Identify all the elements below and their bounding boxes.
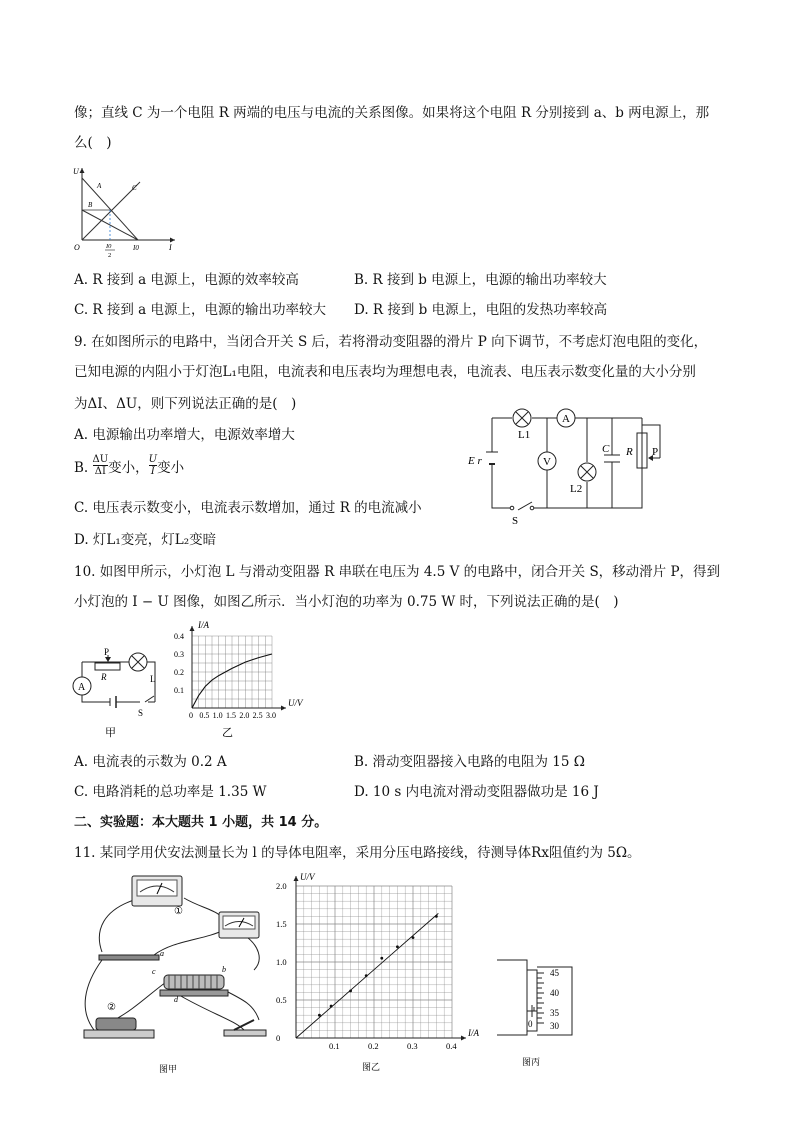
data-point (380, 957, 383, 960)
y-tick-label: 2.0 (276, 881, 287, 891)
svg-text:A: A (562, 413, 570, 425)
q9-stem-line2: 已知电源的内阻小于灯泡L₁电阻，电流表和电压表均为理想电表，电流表、电压表示数变化量的大小分别 (74, 364, 696, 380)
label-s: S (138, 708, 144, 718)
x-tick-label: 2.5 (252, 711, 263, 720)
y-tick-label: 0.2 (174, 668, 184, 677)
q10-option-c: C. 电路消耗的总功率是 1.35 W (74, 784, 267, 800)
x-tick-label: 0.4 (446, 1041, 457, 1051)
x-tick-label: 3.0 (266, 711, 276, 720)
y-tick-label: 0.1 (174, 686, 184, 695)
y-axis-label: U/V (300, 872, 315, 882)
u-axis-label: U (73, 167, 79, 176)
q8-stem-line2: 么( ) (74, 135, 112, 151)
data-point (396, 945, 399, 948)
label-r: R (626, 446, 633, 458)
y-tick-label: 0.4 (174, 632, 184, 641)
scale-40: 40 (550, 988, 559, 998)
fig-bing-caption: 图丙 (522, 1057, 541, 1067)
q9-frac1-num: ΔU (92, 454, 109, 465)
q9-option-b-mid: 变小， (108, 460, 149, 476)
q9-circuit (462, 400, 672, 530)
y-axis-label: I/A (198, 620, 209, 630)
x-tick-label: 0.1 (329, 1041, 340, 1051)
lamp-l2 (578, 463, 596, 481)
scale-45: 45 (550, 968, 559, 978)
data-point (435, 915, 438, 918)
rheostat (160, 975, 228, 996)
data-point (365, 974, 368, 977)
label-b: b (222, 965, 226, 974)
label-c: c (152, 967, 156, 976)
label-p: P (652, 446, 659, 458)
x-axis-arrow (281, 706, 286, 711)
fig-yi-caption: 乙 (222, 727, 233, 739)
q8-option-a: A. R 接到 a 电源上，电源的效率较高 (74, 272, 299, 288)
q9-option-a: A. 电源输出功率增大，电源效率增大 (74, 427, 295, 443)
x-tick-label: 0.5 (199, 711, 210, 720)
q9-option-b-end: 变小 (157, 460, 185, 476)
label-r: R (101, 672, 107, 682)
q9-stem-line1: 9. 在如图所示的电路中，当闭合开关 S 后，若将滑动变阻器的滑片 P 向下调节，不考虑灯泡电阻的变化， (74, 334, 708, 350)
i0half-num: I0 (106, 243, 112, 250)
x-axis-label: U/V (288, 698, 303, 708)
svg-text:V: V (543, 456, 551, 468)
data-point (318, 1014, 321, 1017)
q9-frac2-num: U (148, 454, 158, 465)
q8-stem-line1: 像；直线 C 为一个电阻 R 两端的电压与电流的关系图像。如果将这个电阻 R 分别接到 a、b 两电源上，那 (74, 105, 710, 121)
q9-option-b-prefix: B. (74, 460, 89, 476)
q8-option-b: B. R 接到 b 电源上，电源的输出功率较大 (354, 272, 607, 288)
i-axis-label: I (169, 243, 172, 252)
x-axis-label: I/A (468, 1028, 479, 1038)
q10-circuit (70, 640, 180, 740)
x-tick-label: 2.0 (239, 711, 250, 720)
label-er: E r (468, 455, 482, 467)
i0-label: I0 (133, 244, 139, 252)
q10-option-b: B. 滑动变阻器接入电路的电阻为 15 Ω (354, 754, 585, 770)
i0half-den: 2 (108, 252, 112, 259)
label-n1: ① (174, 906, 183, 917)
q9-option-d: D. 灯L₁变亮，灯L₂变暗 (74, 532, 217, 548)
q10-stem-line2: 小灯泡的 I − U 图像，如图乙所示．当小灯泡的功率为 0.75 W 时，下列说法正确的是( ) (74, 594, 619, 610)
q10-stem-line1: 10. 如图甲所示，小灯泡 L 与滑动变阻器 R 串联在电压为 4.5 V 的电路中，闭合开关 S，移动滑片 P，得到 (74, 564, 721, 580)
label-c: C (602, 443, 610, 455)
label-p: P (104, 647, 110, 657)
battery (84, 1018, 154, 1038)
q11-ui-graph (270, 868, 485, 1078)
label-n2: ② (107, 1002, 116, 1013)
label-a: A (97, 182, 102, 190)
q9-frac1-den: ΔI (94, 466, 106, 477)
y-axis-arrow (190, 626, 195, 631)
scale-0: 0 (528, 1019, 533, 1029)
q10-option-d: D. 10 s 内电流对滑动变阻器做功是 16 J (354, 784, 599, 800)
scale-30: 30 (550, 1021, 559, 1031)
q9-stem-line3: 为ΔI、ΔU，则下列说法正确的是( ) (74, 396, 297, 412)
q11-micrometer (492, 955, 582, 1070)
q10-iu-chart (170, 620, 320, 745)
fig-jia-caption: 图甲 (159, 1064, 178, 1074)
ammeter-label: A (78, 682, 86, 693)
x-axis-arrow (461, 1036, 466, 1041)
y-tick-label: 1.0 (276, 957, 287, 967)
voltmeter (538, 452, 556, 470)
q9-option-c: C. 电压表示数变小，电流表示数增加，通过 R 的电流减小 (74, 500, 422, 516)
ammeter-device (219, 912, 259, 938)
x-tick-label: 0 (189, 711, 193, 720)
conductor-rx (99, 955, 159, 960)
data-point (412, 936, 415, 939)
ammeter (557, 409, 575, 427)
x-tick-label: 0.2 (368, 1041, 379, 1051)
q8-option-d: D. R 接到 b 电源上，电阻的发热功率较高 (354, 302, 608, 318)
lamp-l1 (513, 409, 531, 427)
x-tick-label: 1.0 (212, 711, 223, 720)
q9-frac2-den: I (150, 466, 155, 477)
switch (224, 1020, 266, 1036)
label-s: S (512, 515, 519, 527)
label-a: a (160, 949, 164, 958)
voltmeter-device (132, 876, 182, 906)
label-d: d (174, 995, 178, 1004)
q11-apparatus (74, 870, 274, 1085)
q8-ui-graph (70, 160, 180, 260)
q10-option-a: A. 电流表的示数为 0.2 A (74, 754, 227, 770)
label-b: B (88, 201, 93, 209)
origin-label: O (74, 243, 80, 252)
x-tick-label: 1.5 (226, 711, 236, 720)
data-point (330, 1005, 333, 1008)
label-l1: L1 (518, 429, 531, 441)
q8-option-c: C. R 接到 a 电源上，电源的输出功率较大 (74, 302, 327, 318)
label-c: C (132, 184, 137, 192)
label-l2: L2 (570, 483, 583, 495)
y-tick-label: 0 (276, 1033, 281, 1043)
y-tick-label: 0.3 (174, 650, 184, 659)
y-tick-label: 1.5 (276, 919, 287, 929)
q11-stem: 11. 某同学用伏安法测量长为 l 的导体电阻率，采用分压电路接线，待测导体Rx阻值约为 5Ω。 (74, 845, 641, 861)
fig-yi-caption: 图乙 (362, 1062, 381, 1072)
section2-heading: 二、实验题：本大题共 1 小题，共 14 分。 (74, 815, 328, 830)
y-tick-label: 0.5 (276, 995, 287, 1005)
fig-jia: 甲 (105, 727, 116, 739)
data-point (349, 989, 352, 992)
x-tick-label: 0.3 (407, 1041, 418, 1051)
y-axis-arrow (294, 876, 299, 881)
label-l: L (150, 674, 156, 684)
scale-35: 35 (550, 1008, 559, 1018)
q9-option-b (74, 454, 185, 488)
